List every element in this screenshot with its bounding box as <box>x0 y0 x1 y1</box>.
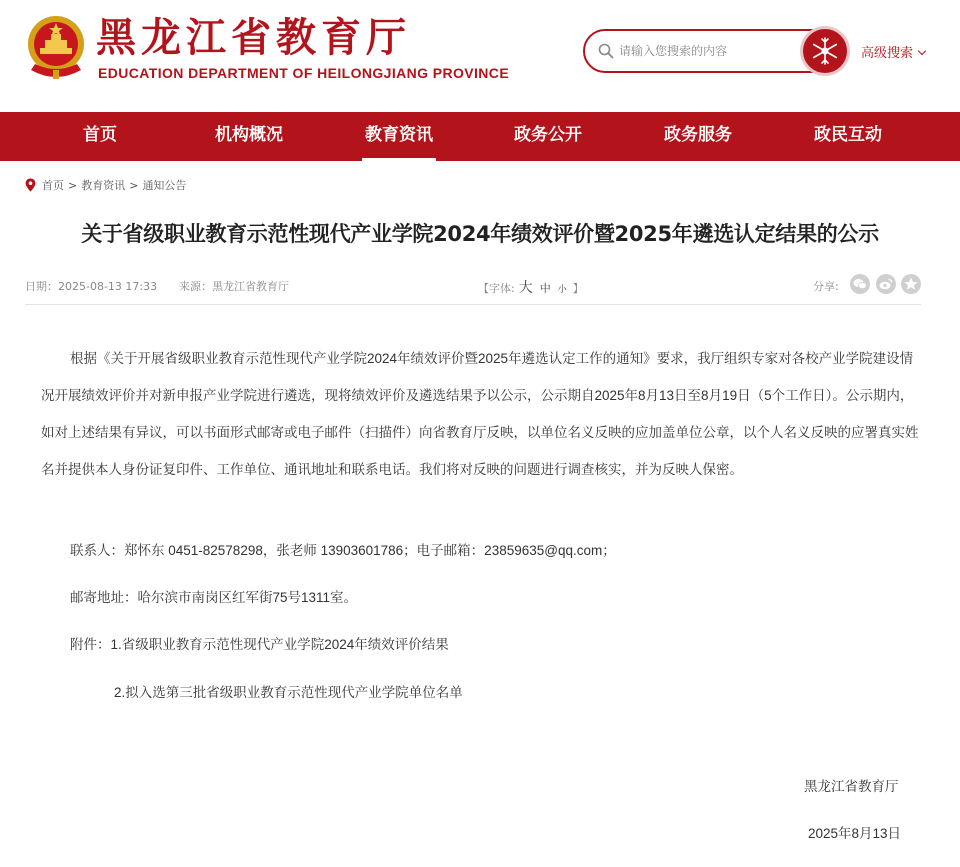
weibo-share-icon[interactable] <box>876 274 896 294</box>
snowflake-search-icon <box>808 34 842 68</box>
nav-item-about[interactable]: 机构概况 <box>215 125 283 145</box>
attachment-link-1[interactable]: 1.省级职业教育示范性现代产业学院2024年绩效评价结果 <box>110 637 449 652</box>
article-title: 关于省级职业教育示范性现代产业学院2024年绩效评价暨2025年遴选认定结果的公示 <box>81 222 879 246</box>
advanced-search-link[interactable] <box>861 42 925 61</box>
advanced-search-label: 高级搜索 <box>861 46 914 61</box>
nav-item-news[interactable]: 教育资讯 <box>362 112 436 161</box>
font-size-large[interactable]: 大 <box>518 280 533 296</box>
publish-date: 日期：2025-08-13 17:33 <box>25 280 158 293</box>
wechat-share-icon[interactable] <box>850 274 870 294</box>
share-label: 分享: <box>813 280 839 293</box>
breadcrumb-separator: > <box>68 178 78 192</box>
main-nav <box>0 112 960 161</box>
national-emblem-icon <box>25 14 87 80</box>
site-header <box>0 0 960 112</box>
article-body <box>41 340 921 488</box>
chevron-down-icon <box>918 47 926 55</box>
search-input[interactable] <box>619 41 794 61</box>
address-line: 邮寄地址：哈尔滨市南岗区红军街75号1311室。 <box>70 590 358 605</box>
nav-item-interaction[interactable]: 政民互动 <box>814 125 882 145</box>
breadcrumb-notices[interactable]: 通知公告 <box>142 179 187 192</box>
font-size-suffix: 】 <box>572 282 584 295</box>
font-size-small[interactable]: 小 <box>557 285 567 295</box>
font-size-selector <box>478 277 584 297</box>
nav-item-home[interactable]: 首页 <box>83 125 117 145</box>
signature-date: 2025年8月13日 <box>808 826 902 841</box>
breadcrumb-separator: > <box>129 178 139 192</box>
font-size-medium[interactable]: 中 <box>539 282 551 295</box>
contact-line: 联系人：郑怀东 0451-82578298，张老师 13903601786；电子邮箱：23859635@qq.com； <box>70 543 616 558</box>
site-subtitle: EDUCATION DEPARTMENT OF HEILONGJIANG PROVINCE <box>98 65 510 81</box>
breadcrumb <box>25 177 186 193</box>
signature-org: 黑龙江省教育厅 <box>804 779 899 794</box>
location-pin-icon <box>25 178 36 192</box>
article-source: 来源：黑龙江省教育厅 <box>179 280 289 293</box>
body-paragraph: 根据《关于开展省级职业教育示范性现代产业学院2024年绩效评价暨2025年遴选认定工作的通知》要求，我厅组织专家对各校产业学院建设情况开展绩效评价并对新申报产业学院进行遴选，现将绩效评价及遴选结果予以公示，公示期自2025年8月13日至8月19日（5个工作日）。公示期内，如对上述结果有异议，可以书面形式邮寄或电子邮件（扫描件）向省教育厅反映，以单位名义反映的应加盖单位公章，以个人名义反映的应署真实姓名并提供本人身份证复印件、工作单位、通讯地址和联系电话。我们将对反映的问题进行调查核实，并为反映人保密。 <box>41 351 919 477</box>
attachment-line-1 <box>70 633 449 653</box>
nav-item-gov-service[interactable]: 政务服务 <box>664 125 732 145</box>
search-icon <box>598 43 614 59</box>
nav-item-gov-open[interactable]: 政务公开 <box>514 125 582 145</box>
qzone-share-icon[interactable] <box>901 274 921 294</box>
attachment-line-2 <box>114 681 463 701</box>
meta-divider <box>25 304 921 305</box>
article-meta <box>25 276 921 294</box>
attachment-prefix: 附件： <box>70 637 111 652</box>
breadcrumb-news[interactable]: 教育资讯 <box>81 179 126 192</box>
attachment-link-2[interactable]: 2.拟入选第三批省级职业教育示范性现代产业学院单位名单 <box>114 685 463 700</box>
breadcrumb-home[interactable]: 首页 <box>42 179 64 192</box>
site-title: 黑龙江省教育厅 <box>96 14 411 61</box>
font-size-prefix: 【字体: <box>478 282 515 295</box>
search-button[interactable] <box>800 26 850 76</box>
